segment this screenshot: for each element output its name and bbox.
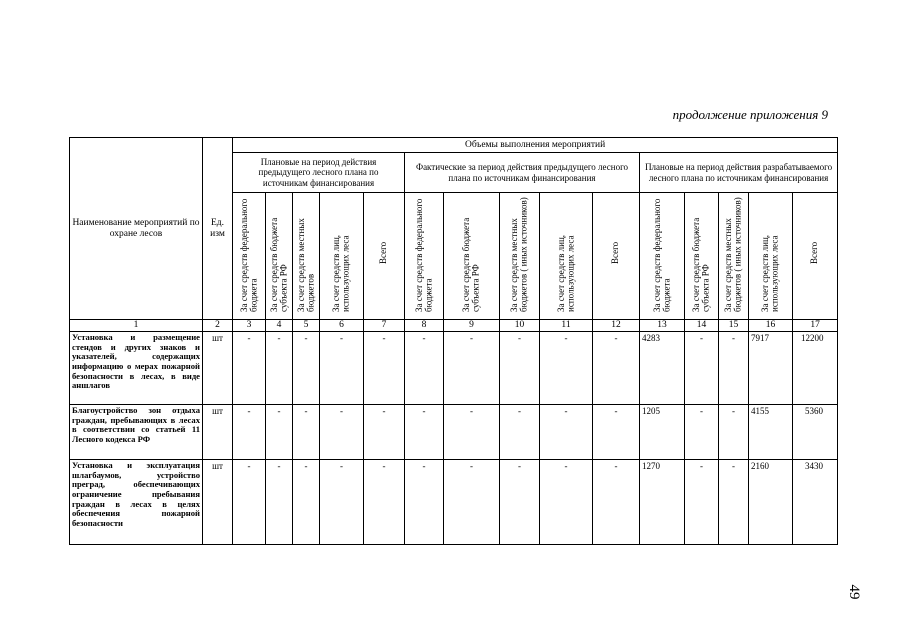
column-numbers-row <box>70 320 838 332</box>
column-header-name: Наименование мероприятий по охране лесов <box>70 138 203 320</box>
sub-header: За счет средств местных бюджетов <box>293 193 320 320</box>
column-number: 8 <box>405 320 444 332</box>
row-name: Благоустройство зон отдыха граждан, пребывающих в лесах в соответствии со статьей 11 Лесного кодекса РФ <box>70 405 203 460</box>
page-number: 49 <box>846 584 862 600</box>
row-value: - <box>719 405 749 460</box>
row-value: - <box>320 405 364 460</box>
row-value: - <box>719 460 749 545</box>
row-value: 2160 <box>749 460 793 545</box>
row-value: - <box>500 332 540 405</box>
row-value: - <box>593 332 640 405</box>
row-value: - <box>233 460 266 545</box>
sub-header: За счет средств лиц, использующих леса <box>540 193 593 320</box>
column-number: 15 <box>719 320 749 332</box>
sub-header: За счет средств федерального бюджета <box>640 193 685 320</box>
row-value: - <box>593 405 640 460</box>
row-value: 7917 <box>749 332 793 405</box>
row-value: - <box>293 332 320 405</box>
row-unit: шт <box>203 332 233 405</box>
column-number: 17 <box>793 320 838 332</box>
row-unit: шт <box>203 405 233 460</box>
row-value: - <box>719 332 749 405</box>
row-value: - <box>444 405 500 460</box>
subgroup-header-actual-previous: Фактические за период действия предыдущего лесного плана по источникам финансирования <box>405 153 640 193</box>
sub-header: За счет средств федерального бюджета <box>405 193 444 320</box>
row-unit: шт <box>203 460 233 545</box>
row-value: - <box>293 405 320 460</box>
row-name: Установка и эксплуатация шлагбаумов, устройство преград, обеспечивающих ограничение пребывания граждан в лесах в целях обеспечения пожарной безопасности <box>70 460 203 545</box>
appendix-continuation-heading: продолжение приложения 9 <box>672 107 828 122</box>
row-value: - <box>320 460 364 545</box>
row-value: - <box>540 332 593 405</box>
column-number: 4 <box>266 320 293 332</box>
row-value: 1205 <box>640 405 685 460</box>
subgroup-header-planned-new: Плановые на период действия разрабатываемого лесного плана по источникам финансирования <box>640 153 838 193</box>
column-number: 3 <box>233 320 266 332</box>
row-value: 3430 <box>793 460 838 545</box>
table-row <box>70 460 838 545</box>
row-value: - <box>540 405 593 460</box>
column-number: 5 <box>293 320 320 332</box>
sub-header: Всего <box>593 193 640 320</box>
column-header-unit: Ед. изм <box>203 138 233 320</box>
sub-header: За счет средств бюджета субъекта РФ <box>444 193 500 320</box>
sub-header: За счет средств федерального бюджета <box>233 193 266 320</box>
sub-header: За счет средств местных бюджетов ( иных источников) <box>500 193 540 320</box>
sub-header: За счет средств местных бюджетов ( иных источников) <box>719 193 749 320</box>
row-value: - <box>685 332 719 405</box>
row-value: - <box>233 405 266 460</box>
column-number: 16 <box>749 320 793 332</box>
row-value: - <box>266 332 293 405</box>
sub-header: За счет средств лиц, использующих леса <box>749 193 793 320</box>
row-value: - <box>364 405 405 460</box>
column-number: 10 <box>500 320 540 332</box>
sub-header: Всего <box>793 193 838 320</box>
column-number: 11 <box>540 320 593 332</box>
row-value: - <box>444 332 500 405</box>
row-value: - <box>685 405 719 460</box>
table-row <box>70 405 838 460</box>
sub-header: За счет средств бюджета субъекта РФ <box>685 193 719 320</box>
row-value: - <box>500 460 540 545</box>
row-value: 4283 <box>640 332 685 405</box>
row-value: - <box>320 332 364 405</box>
column-number: 9 <box>444 320 500 332</box>
row-name: Установка и размещение стендов и других знаков и указателей, содержащих информацию о мерах пожарной безопасности в лесах, в виде аншлагов <box>70 332 203 405</box>
column-number: 1 <box>70 320 203 332</box>
row-value: - <box>405 332 444 405</box>
row-value: - <box>500 405 540 460</box>
row-value: 1270 <box>640 460 685 545</box>
row-value: - <box>364 332 405 405</box>
column-number: 13 <box>640 320 685 332</box>
row-value: 5360 <box>793 405 838 460</box>
subgroup-header-planned-previous: Плановые на период действия предыдущего лесного плана по источникам финансирования <box>233 153 405 193</box>
row-value: - <box>685 460 719 545</box>
sub-header: За счет средств бюджета субъекта РФ <box>266 193 293 320</box>
row-value: - <box>364 460 405 545</box>
row-value: - <box>266 460 293 545</box>
row-value: 4155 <box>749 405 793 460</box>
row-value: - <box>266 405 293 460</box>
forest-protection-table <box>69 137 838 545</box>
row-value: - <box>233 332 266 405</box>
column-number: 6 <box>320 320 364 332</box>
row-value: - <box>444 460 500 545</box>
row-value: - <box>405 405 444 460</box>
column-number: 7 <box>364 320 405 332</box>
row-value: 12200 <box>793 332 838 405</box>
table-row <box>70 332 838 405</box>
row-value: - <box>540 460 593 545</box>
row-value: - <box>593 460 640 545</box>
row-value: - <box>293 460 320 545</box>
group-header: Объемы выполнения мероприятий <box>233 138 838 153</box>
column-number: 12 <box>593 320 640 332</box>
sub-header: Всего <box>364 193 405 320</box>
column-number: 14 <box>685 320 719 332</box>
sub-header: За счет средств лиц, использующих леса <box>320 193 364 320</box>
row-value: - <box>405 460 444 545</box>
column-number: 2 <box>203 320 233 332</box>
